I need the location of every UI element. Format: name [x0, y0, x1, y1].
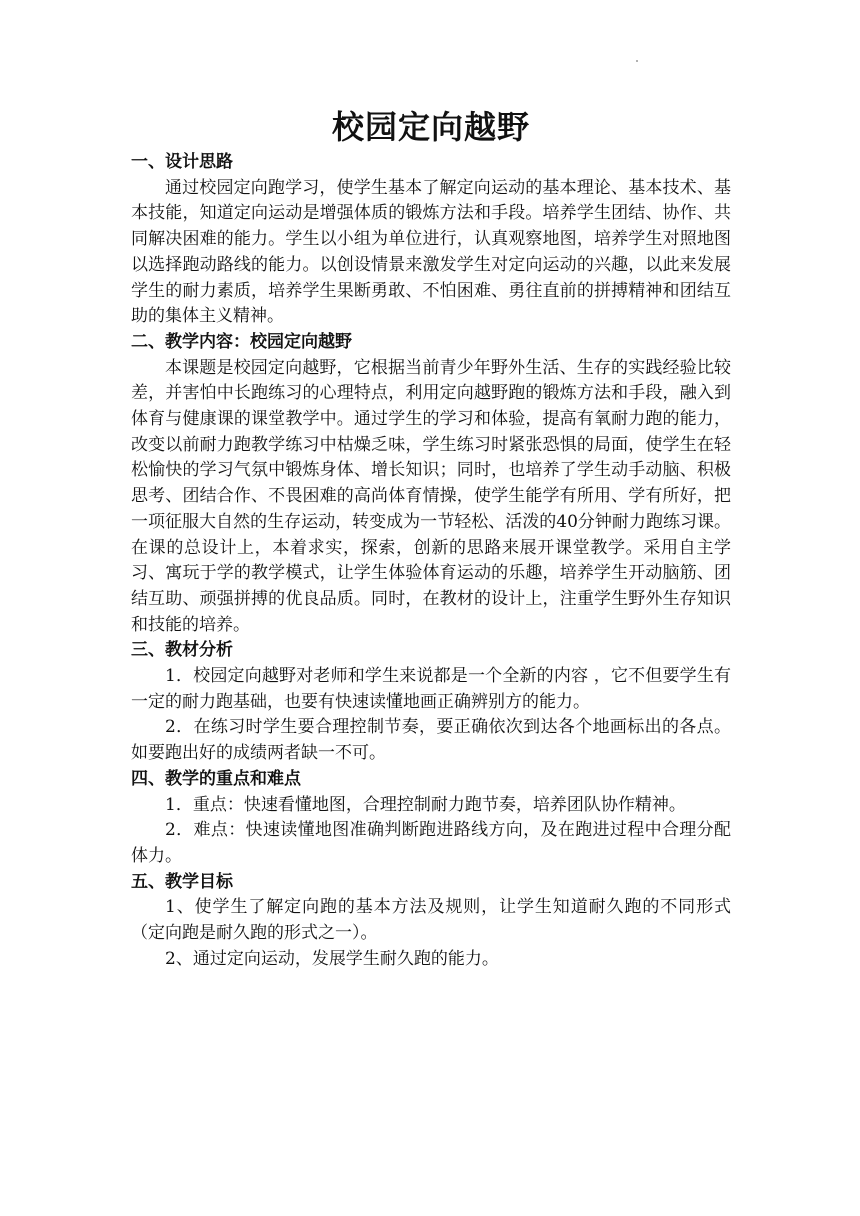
section-heading: 四、教学的重点和难点	[131, 768, 301, 789]
paragraph: 1．校园定向越野对老师和学生来说都是一个全新的内容 ，它不但要学生有一定的耐力跑基础，也要有快速读懂地画正确辨别方的能力。	[131, 666, 731, 712]
section-heading: 二、教学内容：校园定向越野	[131, 331, 352, 352]
paragraph: 本课题是校园定向越野，它根据当前青少年野外生活、生存的实践经验比较差，并害怕中长跑练习的心理特点，利用定向越野跑的锻炼方法和手段，融入到体育与健康课的课堂教学中。通过学生的学习和体验，提高有氧耐力跑的能力，改变以前耐力跑教学练习中枯燥乏味，学生练习时紧张恐惧的局面，使学生在轻松愉快的学习气氛中锻炼身体、增长知识；同时，也培养了学生动手动脑、积极思考、团结合作、不畏困难的高尚体育情操，使学生能学有所用、学有所好，把一项征服大自然的生存运动，转变成为一节轻松、活泼的40分钟耐力跑练习课。在课的总设计上，本着求实，探索，创新的思路来展开课堂教学。采用自主学习、寓玩于学的教学模式，让学生体验体育运动的乐趣，培养学生开动脑筋、团结互助、顽强拼搏的优良品质。同时，在教材的设计上，注重学生野外生存知识和技能的培养。	[131, 357, 731, 635]
section-teaching-goals	[131, 870, 731, 973]
document-title: 校园定向越野	[331, 108, 530, 146]
section-heading: 五、教学目标	[131, 871, 233, 892]
paragraph: 1．重点：快速看懂地图，合理控制耐力跑节奏，培养团队协作精神。	[165, 794, 686, 815]
paragraph: 2．难点：快速读懂地图准确判断跑进路线方向，及在跑进过程中合理分配体力。	[131, 820, 731, 866]
corner-dot	[636, 60, 638, 62]
paragraph: 2、通过定向运动，发展学生耐久跑的能力。	[165, 948, 499, 969]
paragraph: 通过校园定向跑学习，使学生基本了解定向运动的基本理论、基本技术、基本技能，知道定向运动是增强体质的锻炼方法和手段。培养学生团结、协作、共同解决困难的能力。学生以小组为单位进行，认真观察地图，培养学生对照地图以选择跑动路线的能力。以创设情景来激发学生对定向运动的兴趣，以此来发展学生的耐力素质，培养学生果断勇敢、不怕困难、勇往直前的拼搏精神和团结互助的集体主义精神。	[131, 177, 731, 327]
section-teaching-content	[131, 330, 731, 638]
document-body	[131, 104, 731, 973]
paragraph: 2．在练习时学生要合理控制节奏，要正确依次到达各个地画标出的各点。如要跑出好的成绩两者缺一不可。	[131, 717, 731, 764]
section-key-points	[131, 767, 731, 870]
paragraph: 1、使学生了解定向跑的基本方法及规则，让学生知道耐久跑的不同形式（定向跑是耐久跑的形式之一）。	[131, 897, 731, 944]
section-design-idea	[131, 150, 731, 330]
section-heading: 一、设计思路	[131, 152, 233, 172]
section-material-analysis	[131, 638, 731, 767]
section-heading: 三、教材分析	[131, 640, 233, 661]
